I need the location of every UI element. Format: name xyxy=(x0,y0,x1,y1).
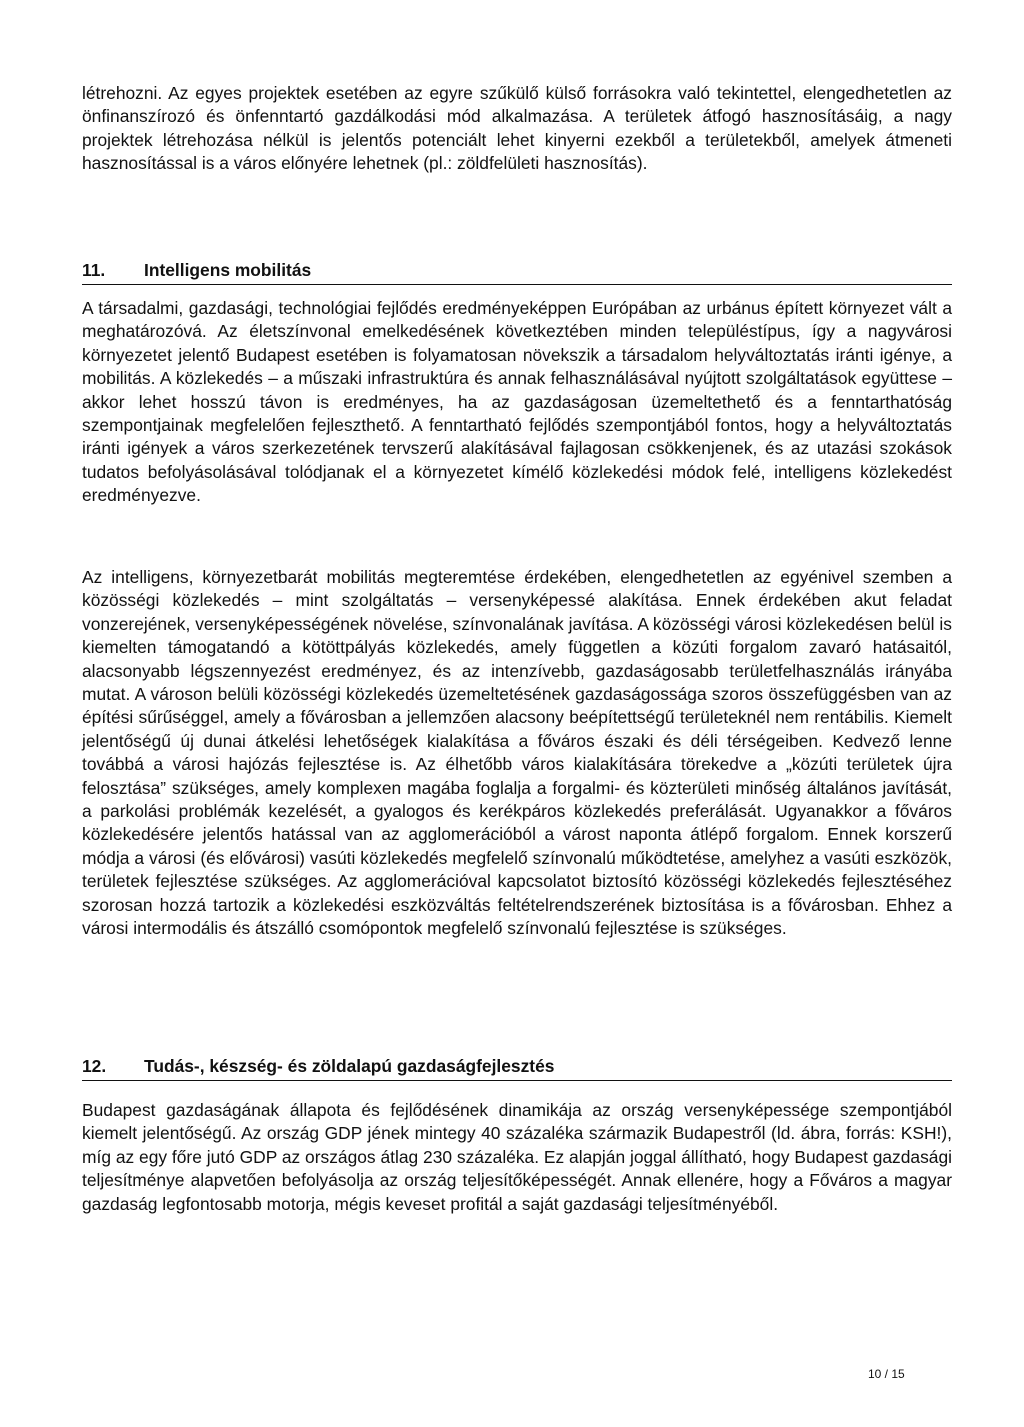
section-heading-11 xyxy=(82,258,952,285)
section-number: 11. xyxy=(82,260,106,280)
section-title: Intelligens mobilitás xyxy=(144,260,312,280)
intro-paragraph: létrehozni. Az egyes projektek esetében az egyre szűkülő külső forrásokra való tekintettel, elengedhetetlen az önfinanszírozó és önfenntartó gazdálkodási mód alkalmazása. A területek átfogó hasznosításáig, a nagy projektek létrehozása nélkül is jelentős potenciált lehet kinyerni ezekből a területekből, amelyek átmeneti hasznosítással is a város előnyére lehetnek (pl.: zöldfelületi hasznosítás). xyxy=(82,83,952,174)
section-heading-12 xyxy=(82,1054,952,1081)
body-paragraph: Az intelligens, környezetbarát mobilitás megteremtése érdekében, elengedhetetlen az egyénivel szemben a közösségi közlekedés – mint szolgáltatás – versenyképessé alakítása. Ennek érdekében akut feladat vonzerejének, versenyképességének növelése, színvonalának javítása. A közösségi városi közlekedésen belül is kiemelten támogatandó a kötöttpályás közlekedés, amely független a közúti forgalom zavaró hatásaitól, alacsonyabb légszennyezést eredményez, és az intenzívebb, gazdaságosabb területfelhasználás irányába mutat. A városon belüli közösségi közlekedés üzemeltetésének gazdaságossága szoros összefüggésben van az építési sűrűséggel, amely a fővárosban a jellemzően alacsony beépítettségű területeknél nem rentábilis. Kiemelt jelentőségű új dunai átkelési lehetőségek kialakítása a főváros északi és déli térségeiben. Kedvező lenne továbbá a városi hajózás fejlesztése is. Az élhetőbb város kialakítására törekedve a „közúti területek újra felosztása” szükséges, amely komplexen magába foglalja a forgalmi- és közterületi minőség általános javítását, a parkolási problémák kezelését, a gyalogos és kerékpáros közlekedés preferálását. Ugyanakkor a főváros közlekedésére jelentős hatással van az agglomerációból a várost naponta átlépő forgalom. Ennek korszerű módja a városi (és elővárosi) vasúti közlekedés megfelelő színvonalú működtetése, amelyhez a vasúti eszközök, területek fejlesztése szükséges. Az agglomerációval kapcsolatot biztosító közösségi közlekedés fejlesztéséhez szorosan hozzá tartozik a közlekedési eszközváltás feltételrendszerének biztosítása is a fővárosban. Ehhez a városi intermodális és átszálló csomópontok megfelelő színvonalú fejlesztése is szükséges. xyxy=(82,567,952,939)
section-number: 12. xyxy=(82,1056,107,1076)
body-paragraph: A társadalmi, gazdasági, technológiai fejlődés eredményeképpen Európában az urbánus épített környezet vált a meghatározóvá. Az életszínvonal emelkedésének következtében minden településtípus, így a nagyvárosi környezetet jelentő Budapest esetében is folyamatosan növekszik a társadalom helyváltoztatás iránti igénye, a mobilitás. A közlekedés – a műszaki infrastruktúra és annak felhasználásával nyújtott szolgáltatások együttese – akkor lehet hosszú távon is eredményes, ha az gazdaságosan üzemeltethető és a fenntarthatóság szempontjainak megfelelően fejleszthető. A fenntartható fejlődés szempontjából fontos, hogy a helyváltoztatás iránti igények a város szerkezetének tervszerű alakításával fajlagosan csökkenjenek, és az utazási szokások tudatos befolyásolásával tolódjanak el a környezetet kímélő közlekedési módok felé, intelligens közlekedést eredményezve. xyxy=(82,298,952,506)
body-paragraph: Budapest gazdaságának állapota és fejlődésének dinamikája az ország versenyképessége szempontjából kiemelt jelentőségű. Az ország GDP jének mintegy 40 százaléka származik Budapestről (ld. ábra, forrás: KSH!), míg az egy főre jutó GDP az országos átlag 230 százaléka. Ez alapján joggal állítható, hogy Budapest gazdasági teljesítménye alapvetően befolyásolja az ország teljesítőképességét. Annak ellenére, hogy a Főváros a magyar gazdaság legfontosabb motorja, mégis keveset profitál a saját gazdasági teljesítményéből. xyxy=(82,1100,952,1214)
page-number: 10 / 15 xyxy=(868,1367,905,1381)
section-title: Tudás-, készség- és zöldalapú gazdaságfejlesztés xyxy=(144,1056,555,1076)
